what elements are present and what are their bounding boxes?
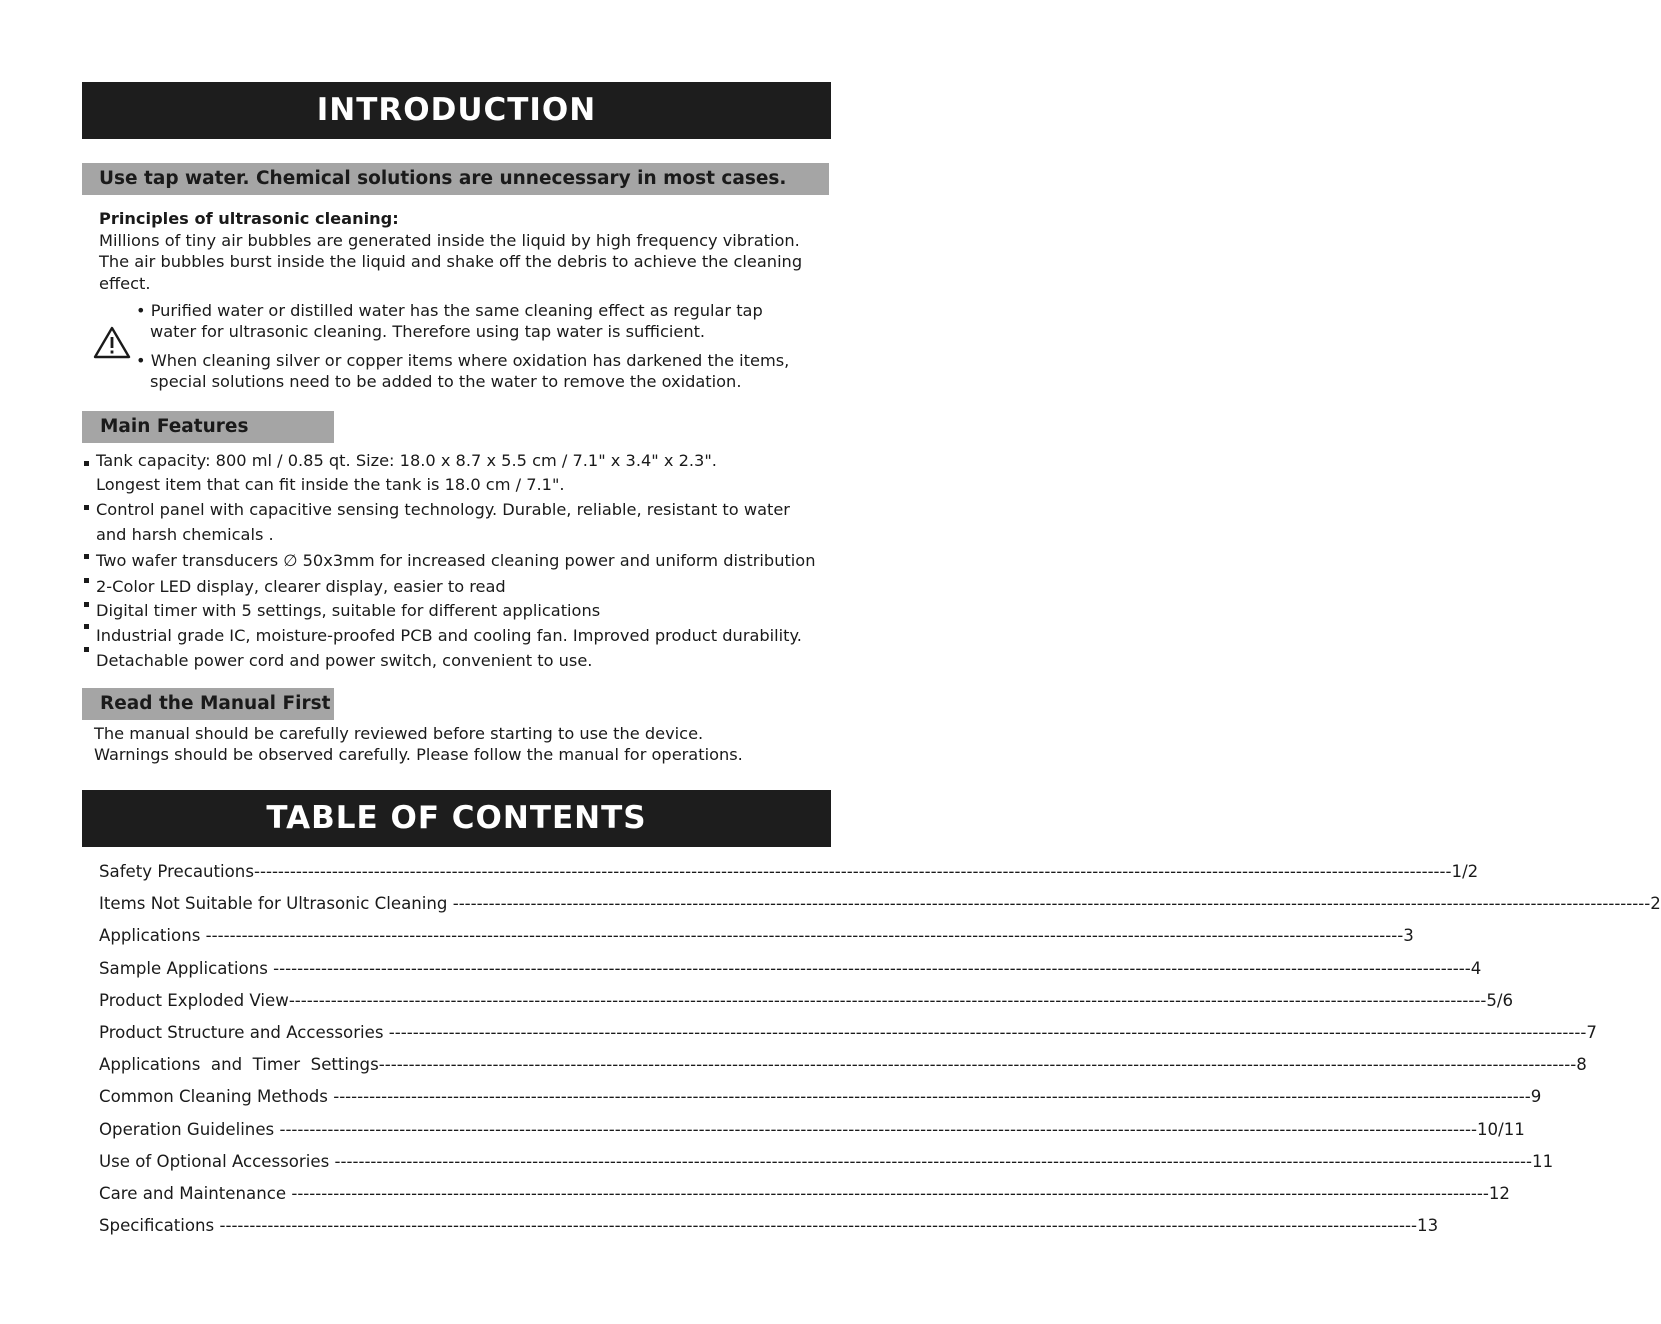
feature-bullet-3 <box>84 554 89 559</box>
principles-line-3: effect. <box>99 274 151 293</box>
toc-entry-leader: -------------------------------------------------------------------------------------------------------------------------------------------------------------------------------------------------------- <box>253 862 1452 881</box>
toc-entry[interactable] <box>99 862 1479 881</box>
toc-entry-page: 12 <box>1488 1184 1510 1203</box>
toc-entry-page: 2 <box>1650 894 1661 914</box>
toc-entry[interactable] <box>99 926 1414 946</box>
toc-entry-leader: -------------------------------------------------------------------------------------------------------------------------------------------------------------------------------------------------------- <box>219 1216 1418 1236</box>
toc-entry-label: Common Cleaning Methods <box>99 1087 334 1107</box>
feature-bullet-5 <box>84 602 89 607</box>
toc-entry-page: 10/11 <box>1477 1119 1525 1139</box>
toc-entry-label: Items Not Suitable for Ultrasonic Cleaning <box>99 894 453 914</box>
toc-entry-label: Product Exploded View <box>99 990 289 1010</box>
toc-entry[interactable] <box>99 1216 1439 1236</box>
main-features-title: Main Features <box>100 416 249 437</box>
feature-line-4: and harsh chemicals . <box>96 525 274 544</box>
toc-entry-page: 4 <box>1470 958 1482 978</box>
feature-bullet-6 <box>84 624 89 629</box>
toc-entry-page: 1/2 <box>1451 862 1479 881</box>
toc-entry-label: Product Structure and Accessories <box>99 1023 389 1042</box>
read-manual-heading <box>82 688 334 720</box>
toc-entry[interactable] <box>99 1184 1510 1203</box>
toc-entry[interactable] <box>99 958 1482 978</box>
toc-title: TABLE OF CONTENTS <box>266 800 647 836</box>
toc-entry[interactable] <box>99 1055 1587 1075</box>
toc-entry-leader: -------------------------------------------------------------------------------------------------------------------------------------------------------------------------------------------------------- <box>291 1184 1489 1203</box>
feature-bullet-7 <box>84 647 89 652</box>
feature-line-9: Detachable power cord and power switch, convenient to use. <box>96 651 593 670</box>
principles-line-2: The air bubbles burst inside the liquid and shake off the debris to achieve the cleaning <box>99 252 803 271</box>
toc-entry-page: 7 <box>1586 1023 1597 1042</box>
warning-bullet-1-line-2: water for ultrasonic cleaning. Therefore using tap water is sufficient. <box>150 322 706 341</box>
feature-line-2: Longest item that can fit inside the tank is 18.0 cm / 7.1". <box>96 475 565 494</box>
toc-entry-label: Sample Applications <box>99 958 274 978</box>
toc-entry-page: 3 <box>1403 926 1414 946</box>
feature-line-3: Control panel with capacitive sensing technology. Durable, reliable, resistant to water <box>96 500 790 519</box>
warning-bullet-1-line-1: • Purified water or distilled water has the same cleaning effect as regular tap <box>136 301 763 320</box>
toc-entry-leader: -------------------------------------------------------------------------------------------------------------------------------------------------------------------------------------------------------- <box>273 958 1471 978</box>
feature-line-7: Digital timer with 5 settings, suitable for different applications <box>96 601 601 620</box>
toc-entry-label: Care and Maintenance <box>99 1184 292 1203</box>
toc-entry-label: Applications <box>99 926 206 946</box>
toc-entry-leader: -------------------------------------------------------------------------------------------------------------------------------------------------------------------------------------------------------- <box>205 926 1404 946</box>
warning-bullet-2-line-2: special solutions need to be added to the water to remove the oxidation. <box>150 372 742 391</box>
toc-entry[interactable] <box>99 1023 1597 1042</box>
principles-heading: Principles of ultrasonic cleaning: <box>99 209 399 228</box>
toc-entry-label: Applications and Timer Settings <box>99 1055 379 1075</box>
tap-water-text: Use tap water. Chemical solutions are unnecessary in most cases. <box>99 168 787 189</box>
tap-water-banner <box>82 163 829 195</box>
introduction-banner <box>82 82 831 139</box>
toc-entry-page: 11 <box>1532 1151 1554 1171</box>
toc-banner <box>82 790 831 847</box>
toc-entry[interactable] <box>99 894 1661 914</box>
toc-entry-leader: -------------------------------------------------------------------------------------------------------------------------------------------------------------------------------------------------------- <box>279 1119 1477 1139</box>
toc-entry-leader: -------------------------------------------------------------------------------------------------------------------------------------------------------------------------------------------------------- <box>452 894 1651 914</box>
warning-bullet-2-line-1: • When cleaning silver or copper items where oxidation has darkened the items, <box>136 351 790 370</box>
read-manual-title: Read the Manual First <box>100 693 331 714</box>
toc-entry-label: Operation Guidelines <box>99 1119 280 1139</box>
toc-entry[interactable] <box>99 990 1514 1010</box>
toc-entry-page: 13 <box>1417 1216 1439 1236</box>
feature-line-1: Tank capacity: 800 ml / 0.85 qt. Size: 18.0 x 8.7 x 5.5 cm / 7.1" x 3.4" x 2.3". <box>96 451 717 470</box>
feature-bullet-2 <box>84 505 89 510</box>
toc-entry-label: Safety Precautions <box>99 862 254 881</box>
toc-entry-label: Specifications <box>99 1216 220 1236</box>
toc-entry-page: 8 <box>1576 1055 1587 1075</box>
toc-entry[interactable] <box>99 1087 1542 1107</box>
introduction-title: INTRODUCTION <box>316 92 597 128</box>
feature-line-6: 2-Color LED display, clearer display, easier to read <box>96 577 506 596</box>
feature-line-5: Two wafer transducers ∅ 50x3mm for increased cleaning power and uniform distribution <box>96 551 816 570</box>
toc-entry-leader: -------------------------------------------------------------------------------------------------------------------------------------------------------------------------------------------------------- <box>378 1055 1577 1075</box>
principles-line-1: Millions of tiny air bubbles are generated inside the liquid by high frequency vibration. <box>99 231 800 250</box>
toc-entry[interactable] <box>99 1119 1525 1139</box>
toc-entry-leader: -------------------------------------------------------------------------------------------------------------------------------------------------------------------------------------------------------- <box>333 1087 1531 1107</box>
toc-entry-leader: -------------------------------------------------------------------------------------------------------------------------------------------------------------------------------------------------------- <box>388 1023 1587 1042</box>
manual-line-1: The manual should be carefully reviewed before starting to use the device. <box>94 724 704 743</box>
toc-entry-leader: -------------------------------------------------------------------------------------------------------------------------------------------------------------------------------------------------------- <box>334 1151 1533 1171</box>
toc-entry-page: 5/6 <box>1486 990 1514 1010</box>
feature-line-8: Industrial grade IC, moisture-proofed PCB and cooling fan. Improved product durability. <box>96 626 802 645</box>
toc-entry-page: 9 <box>1530 1087 1542 1107</box>
feature-bullet-1 <box>84 461 89 466</box>
toc-entry[interactable] <box>99 1151 1554 1171</box>
toc-entry-label: Use of Optional Accessories <box>99 1151 335 1171</box>
main-features-heading <box>82 411 334 443</box>
feature-bullet-4 <box>84 578 89 583</box>
warning-icon <box>93 325 131 359</box>
manual-line-2: Warnings should be observed carefully. Please follow the manual for operations. <box>94 745 743 764</box>
toc-entry-leader: -------------------------------------------------------------------------------------------------------------------------------------------------------------------------------------------------------- <box>288 990 1487 1010</box>
